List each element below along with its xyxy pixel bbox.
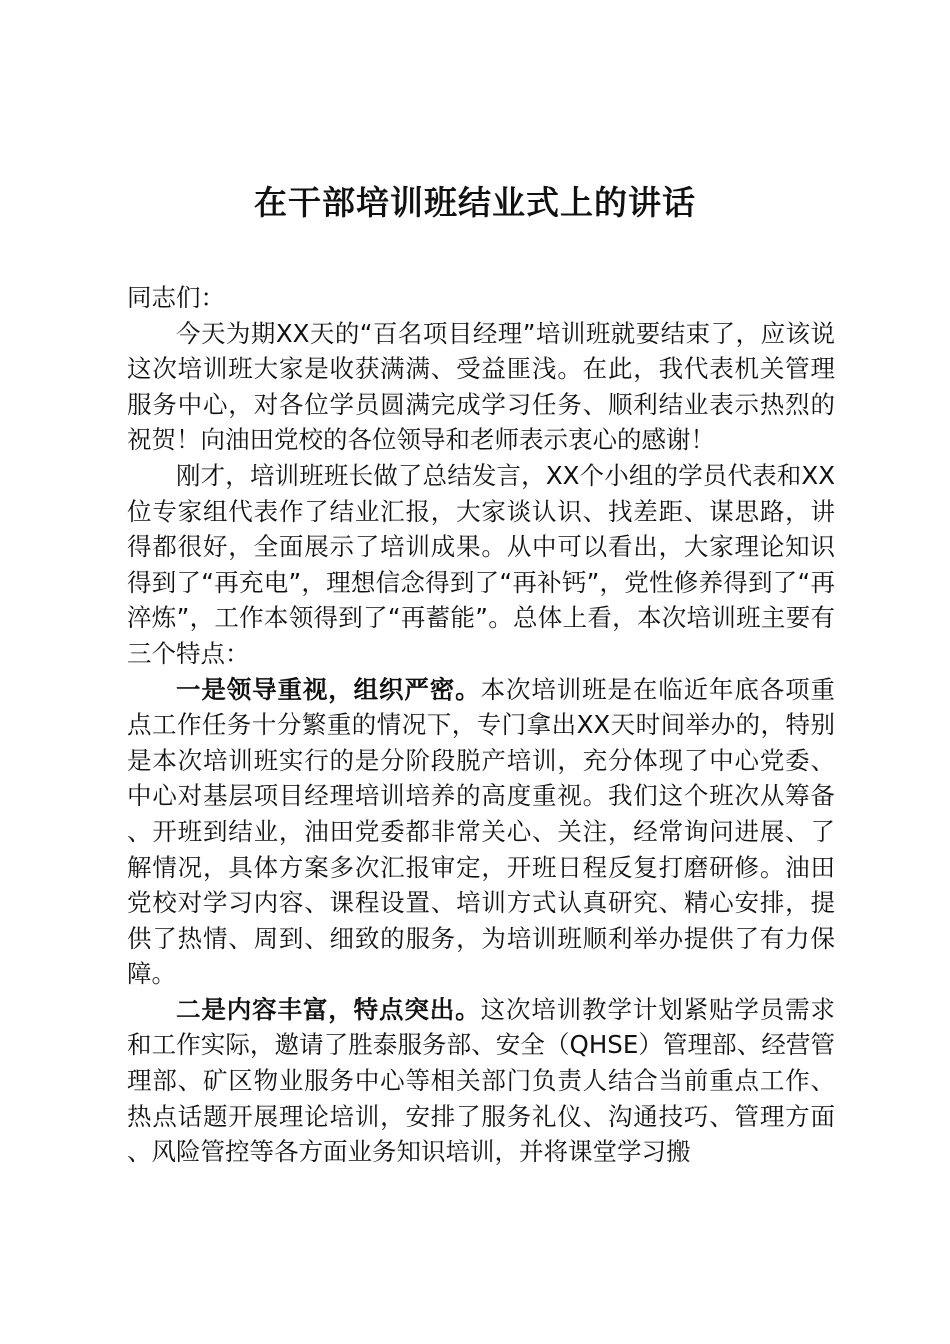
paragraph-feature-one [127,672,835,992]
document-body [127,280,835,1170]
document-title: 在干部培训班结业式上的讲话 [254,183,696,222]
paragraph-text: 本次培训班是在临近年底各项重点工作任务十分繁重的情况下，专门拿出XX天时间举办的，特别是本次培训班实行的是分阶段脱产培训，充分体现了中心党委、中心对基层项目经理培训培养的高度重视。我们这个班次从筹备、开班到结业，油田党委都非常关心、关注，经常询问进展、了解情况，具体方案多次汇报审定，开班日程反复打磨研修。油田党校对学习内容、课程设置、培训方式认真研究、精心安排，提供了热情、周到、细致的服务，为培训班顺利举办提供了有力保障。 [127,674,836,989]
salutation: 同志们： [127,283,225,312]
paragraph-lead: 二是内容丰富，特点突出。 [176,994,481,1024]
paragraph-text: 这次培训教学计划紧贴学员需求和工作实际，邀请了胜泰服务部、安全（QHSE）管理部、经营管理部、矿区物业服务中心等相关部门负责人结合当前重点工作、热点话题开展理论培训，安排了服务礼仪、沟通技巧、管理方面、风险管控等各方面业务知识培训，并将课堂学习搬 [127,994,836,1167]
paragraph-text: 今天为期XX天的“百名项目经理”培训班就要结束了，应该说这次培训班大家是收获满满、受益匪浅。在此，我代表机关管理服务中心，对各位学员圆满完成学习任务、顺利结业表示热烈的祝贺！向油田党校的各位领导和老师表示衷心的感谢！ [127,318,835,455]
paragraph-text: 刚才，培训班班长做了总结发言，XX个小组的学员代表和XX位专家组代表作了结业汇报，大家谈认识、找差距、谋思路，讲得都很好，全面展示了培训成果。从中可以看出，大家理论知识得到了“再充电”，理想信念得到了“再补钙”，党性修养得到了“再淬炼”，工作本领得到了“再蓄能”。总体上看，本次培训班主要有三个特点： [127,460,835,668]
paragraph-opening [127,316,835,458]
paragraph-lead: 一是领导重视，组织严密。 [176,674,481,704]
paragraph-feature-two [127,992,835,1170]
paragraph-summary [127,458,835,672]
